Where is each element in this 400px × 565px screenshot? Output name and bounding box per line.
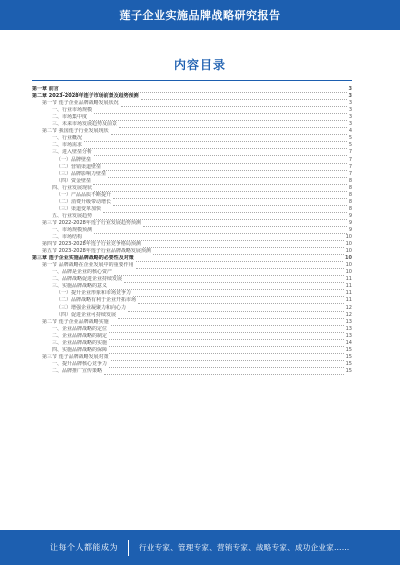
toc-entry[interactable] bbox=[32, 340, 352, 347]
toc-entry-title: 第一章 前言 bbox=[32, 86, 59, 93]
toc-entry-page: 7 bbox=[348, 163, 352, 170]
toc-entry[interactable] bbox=[32, 142, 352, 149]
toc-entry-page: 3 bbox=[348, 121, 352, 128]
toc-entry-title: 第三节 2022-2028年莲子行业发展趋势预测 bbox=[42, 219, 141, 226]
toc-entry-title: 一、行业市场规模 bbox=[52, 107, 93, 114]
toc-entry-page: 11 bbox=[345, 276, 352, 283]
toc-leader-dots bbox=[104, 369, 344, 375]
toc-leader-dots bbox=[103, 165, 347, 171]
toc-entry[interactable] bbox=[32, 192, 352, 199]
toc-entry[interactable] bbox=[32, 121, 352, 128]
toc-leader-dots bbox=[138, 298, 344, 304]
toc-entry-title: 二、市场需求 bbox=[52, 142, 83, 149]
toc-entry[interactable] bbox=[32, 213, 352, 220]
toc-entry-page: 3 bbox=[348, 93, 352, 100]
toc-entry-title: 二、企业品牌战略的制定 bbox=[52, 332, 108, 339]
footer-bar bbox=[0, 530, 400, 565]
toc-entry[interactable] bbox=[32, 149, 352, 156]
toc-entry-title: 四、行业发展现状 bbox=[52, 184, 93, 191]
toc-entry-page: 11 bbox=[345, 290, 352, 297]
toc-entry[interactable] bbox=[32, 135, 352, 142]
toc-leader-dots bbox=[94, 228, 347, 234]
toc-leader-dots bbox=[109, 327, 344, 333]
toc-entry-page: 10 bbox=[345, 234, 352, 241]
footer-divider bbox=[128, 540, 129, 556]
toc-entry-page: 8 bbox=[348, 198, 352, 205]
toc-entry[interactable] bbox=[32, 156, 352, 163]
report-title: 莲子企业实施品牌战略研究报告 bbox=[119, 9, 281, 22]
toc-leader-dots bbox=[121, 101, 347, 107]
toc-entry-title: 第二节 我国莲子行业发展现状 bbox=[42, 128, 109, 135]
toc-entry-page: 13 bbox=[345, 332, 352, 339]
toc-entry-page: 9 bbox=[348, 219, 352, 226]
footer-slogan: 让每个人都能成为 bbox=[50, 543, 118, 552]
toc-entry-page: 10 bbox=[345, 255, 352, 262]
toc-leader-dots bbox=[108, 172, 347, 178]
toc-entry-page: 13 bbox=[345, 325, 352, 332]
toc-entry-page: 11 bbox=[345, 297, 352, 304]
toc-entry-page: 7 bbox=[348, 170, 352, 177]
toc-leader-dots bbox=[94, 150, 347, 156]
toc-leader-dots bbox=[143, 242, 344, 248]
toc-entry-title: 二、品牌推广宣传策略 bbox=[52, 367, 103, 374]
toc-entry[interactable] bbox=[32, 107, 352, 114]
toc-entry[interactable] bbox=[32, 326, 352, 333]
toc-entry[interactable] bbox=[32, 262, 352, 269]
toc-entry[interactable] bbox=[32, 241, 352, 248]
toc-entry-page: 9 bbox=[348, 212, 352, 219]
toc-entry-page: 3 bbox=[348, 114, 352, 121]
footer-tagline: 行业专家、管理专家、营销专家、战略专家、成功企业家…… bbox=[139, 543, 350, 552]
toc-entry[interactable] bbox=[32, 347, 352, 354]
toc-entry[interactable] bbox=[32, 114, 352, 121]
toc-entry-title: 三、进入壁垒分析 bbox=[52, 149, 93, 156]
toc-entry-page: 3 bbox=[348, 86, 352, 93]
toc-leader-dots bbox=[94, 108, 347, 114]
toc-entry-title: （三）增强企业凝聚力和向心力 bbox=[56, 304, 127, 311]
toc-entry-page: 12 bbox=[345, 304, 352, 311]
toc-entry-page: 7 bbox=[348, 156, 352, 163]
toc-leader-dots bbox=[119, 122, 347, 128]
toc-leader-dots bbox=[109, 348, 344, 354]
toc-leader-dots bbox=[84, 136, 347, 142]
toc-entry-title: 二、品牌战略促进企业持续发展 bbox=[52, 276, 123, 283]
toc-entry[interactable] bbox=[32, 185, 352, 192]
toc-entry[interactable] bbox=[32, 100, 352, 107]
toc-entry-page: 4 bbox=[348, 128, 352, 135]
toc-leader-dots bbox=[109, 341, 344, 347]
toc-entry-page: 12 bbox=[345, 311, 352, 318]
toc-entry[interactable] bbox=[32, 93, 352, 100]
toc-entry[interactable] bbox=[32, 304, 352, 311]
toc-leader-dots bbox=[124, 277, 344, 283]
toc-entry[interactable] bbox=[32, 255, 352, 262]
toc-entry-page: 7 bbox=[348, 149, 352, 156]
toc-entry-title: 第三节 莲子品牌战略发展对策 bbox=[42, 353, 109, 360]
header-bar bbox=[0, 0, 400, 30]
toc-entry-title: 二、市场集中度 bbox=[52, 114, 88, 121]
toc-entry[interactable] bbox=[32, 290, 352, 297]
toc-entry[interactable] bbox=[32, 220, 352, 227]
toc-entry-page: 5 bbox=[348, 142, 352, 149]
toc-entry-page: 8 bbox=[348, 205, 352, 212]
toc-leader-dots bbox=[136, 256, 343, 262]
toc-entry-page: 9 bbox=[348, 226, 352, 233]
toc-entry-page: 10 bbox=[345, 262, 352, 269]
toc-entry[interactable] bbox=[32, 269, 352, 276]
toc-leader-dots bbox=[118, 313, 344, 319]
toc-entry-page: 3 bbox=[348, 100, 352, 107]
toc-entry-title: 第四节 2023-2028年莲子行业竞争格局预测 bbox=[42, 241, 141, 248]
toc-entry[interactable] bbox=[32, 361, 352, 368]
toc-entry-title: （三）品牌影响力壁垒 bbox=[56, 170, 107, 177]
toc-leader-dots bbox=[109, 362, 344, 368]
toc-leader-dots bbox=[143, 221, 347, 227]
toc-entry-page: 5 bbox=[348, 135, 352, 142]
toc-leader-dots bbox=[136, 263, 344, 269]
toc-entry[interactable] bbox=[32, 368, 352, 375]
toc-leader-dots bbox=[84, 143, 347, 149]
toc-leader-dots bbox=[111, 129, 347, 135]
toc-entry-title: 第一节 品牌战略在企业发展中的重要作用 bbox=[42, 262, 134, 269]
toc-entry[interactable] bbox=[32, 248, 352, 255]
toc-leader-dots bbox=[113, 200, 347, 206]
toc-entry-page: 14 bbox=[345, 339, 352, 346]
toc-entry-title: 三、未来市场发展趋势及前景 bbox=[52, 121, 118, 128]
toc-entry[interactable] bbox=[32, 283, 352, 290]
toc-entry[interactable] bbox=[32, 128, 352, 135]
toc-entry-page: 15 bbox=[345, 346, 352, 353]
toc-entry[interactable] bbox=[32, 297, 352, 304]
toc-entry-title: 三、实施品牌战略的意义 bbox=[52, 283, 108, 290]
toc-entry[interactable] bbox=[32, 86, 352, 93]
toc-entry-title: （二）消费升级带动增长 bbox=[56, 198, 112, 205]
toc-leader-dots bbox=[153, 249, 344, 255]
toc-entry-title: 三、企业品牌战略的实施 bbox=[52, 339, 108, 346]
toc-entry[interactable] bbox=[32, 276, 352, 283]
toc-leader-dots bbox=[109, 334, 344, 340]
toc-entry[interactable] bbox=[32, 319, 352, 326]
toc-entry-title: （一）提升企业形象和市场竞争力 bbox=[56, 290, 132, 297]
toc-entry-page: 15 bbox=[345, 367, 352, 374]
toc-entry-page: 10 bbox=[345, 241, 352, 248]
toc-entry[interactable] bbox=[32, 312, 352, 319]
toc-entry-title: 四、实施品牌战略的保障 bbox=[52, 346, 108, 353]
toc-leader-dots bbox=[133, 291, 344, 297]
toc-entry-title: 一、提升品牌核心竞争力 bbox=[52, 360, 108, 367]
toc-entry-title: 一、行业概况 bbox=[52, 135, 83, 142]
toc-entry[interactable] bbox=[32, 234, 352, 241]
toc-entry-page: 10 bbox=[345, 248, 352, 255]
toc-leader-dots bbox=[113, 193, 347, 199]
toc-entry-title: 一、市场规模预测 bbox=[52, 226, 93, 233]
toc-entry-title: （四）资金壁垒 bbox=[56, 177, 92, 184]
toc-entry-title: （三）渠道变革加快 bbox=[56, 205, 102, 212]
toc-entry[interactable] bbox=[32, 354, 352, 361]
toc-entry-page: 11 bbox=[345, 283, 352, 290]
toc-entry-page: 8 bbox=[348, 177, 352, 184]
toc-entry[interactable] bbox=[32, 333, 352, 340]
toc-heading: 内容目录 bbox=[173, 58, 226, 72]
toc-entry-page: 10 bbox=[345, 269, 352, 276]
toc-entry[interactable] bbox=[32, 199, 352, 206]
toc-entry-page: 3 bbox=[348, 107, 352, 114]
toc-entry-page: 15 bbox=[345, 353, 352, 360]
toc-entry[interactable] bbox=[32, 178, 352, 185]
toc-entry-page: 8 bbox=[348, 191, 352, 198]
toc-leader-dots bbox=[114, 270, 344, 276]
toc-entry-title: （一）品牌壁垒 bbox=[56, 156, 92, 163]
toc-entry-title: （四）促进企业可持续发展 bbox=[56, 311, 117, 318]
toc-leader-dots bbox=[111, 320, 344, 326]
toc-entry-title: （二）营销渠道壁垒 bbox=[56, 163, 102, 170]
toc-entry-title: 第五节 2023-2028年莲子行业品牌战略发展预测 bbox=[42, 248, 151, 255]
toc-entry-title: 一、品牌是企业的核心资产 bbox=[52, 269, 113, 276]
toc-leader-dots bbox=[141, 94, 347, 100]
toc-entry-title: （二）品牌战略有利于企业开拓市场 bbox=[56, 297, 137, 304]
toc-divider bbox=[32, 80, 352, 81]
toc-entry[interactable] bbox=[32, 171, 352, 178]
toc-leader-dots bbox=[93, 179, 347, 185]
toc-entry-title: 第二节 莲子企业品牌战略实施 bbox=[42, 318, 109, 325]
toc-leader-dots bbox=[111, 355, 344, 361]
toc-entry-title: 第一节 莲子企业品牌战略发展状况 bbox=[42, 100, 119, 107]
toc-leader-dots bbox=[94, 186, 347, 192]
toc-entry-title: （一）产品品质不断提升 bbox=[56, 191, 112, 198]
toc-entry-title: 五、行业发展趋势 bbox=[52, 212, 93, 219]
toc-leader-dots bbox=[128, 306, 344, 312]
toc-leader-dots bbox=[89, 115, 347, 121]
toc-leader-dots bbox=[103, 207, 347, 213]
toc-entry[interactable] bbox=[32, 227, 352, 234]
toc-entry-title: 第二章 2023-2028年莲子市场前景及趋势预测 bbox=[32, 93, 139, 100]
toc-leader-dots bbox=[109, 284, 344, 290]
toc-entry[interactable] bbox=[32, 206, 352, 213]
table-of-contents bbox=[32, 86, 352, 375]
toc-entry-title: 二、市场结构 bbox=[52, 234, 83, 241]
toc-entry-page: 15 bbox=[345, 360, 352, 367]
toc-entry-title: 第三章 莲子企业实施品牌战略的必要性及对策 bbox=[32, 255, 134, 262]
toc-entry-title: 一、企业品牌战略的定位 bbox=[52, 325, 108, 332]
toc-leader-dots bbox=[93, 158, 347, 164]
toc-entry-page: 8 bbox=[348, 184, 352, 191]
toc-entry-page: 13 bbox=[345, 318, 352, 325]
toc-entry[interactable] bbox=[32, 164, 352, 171]
